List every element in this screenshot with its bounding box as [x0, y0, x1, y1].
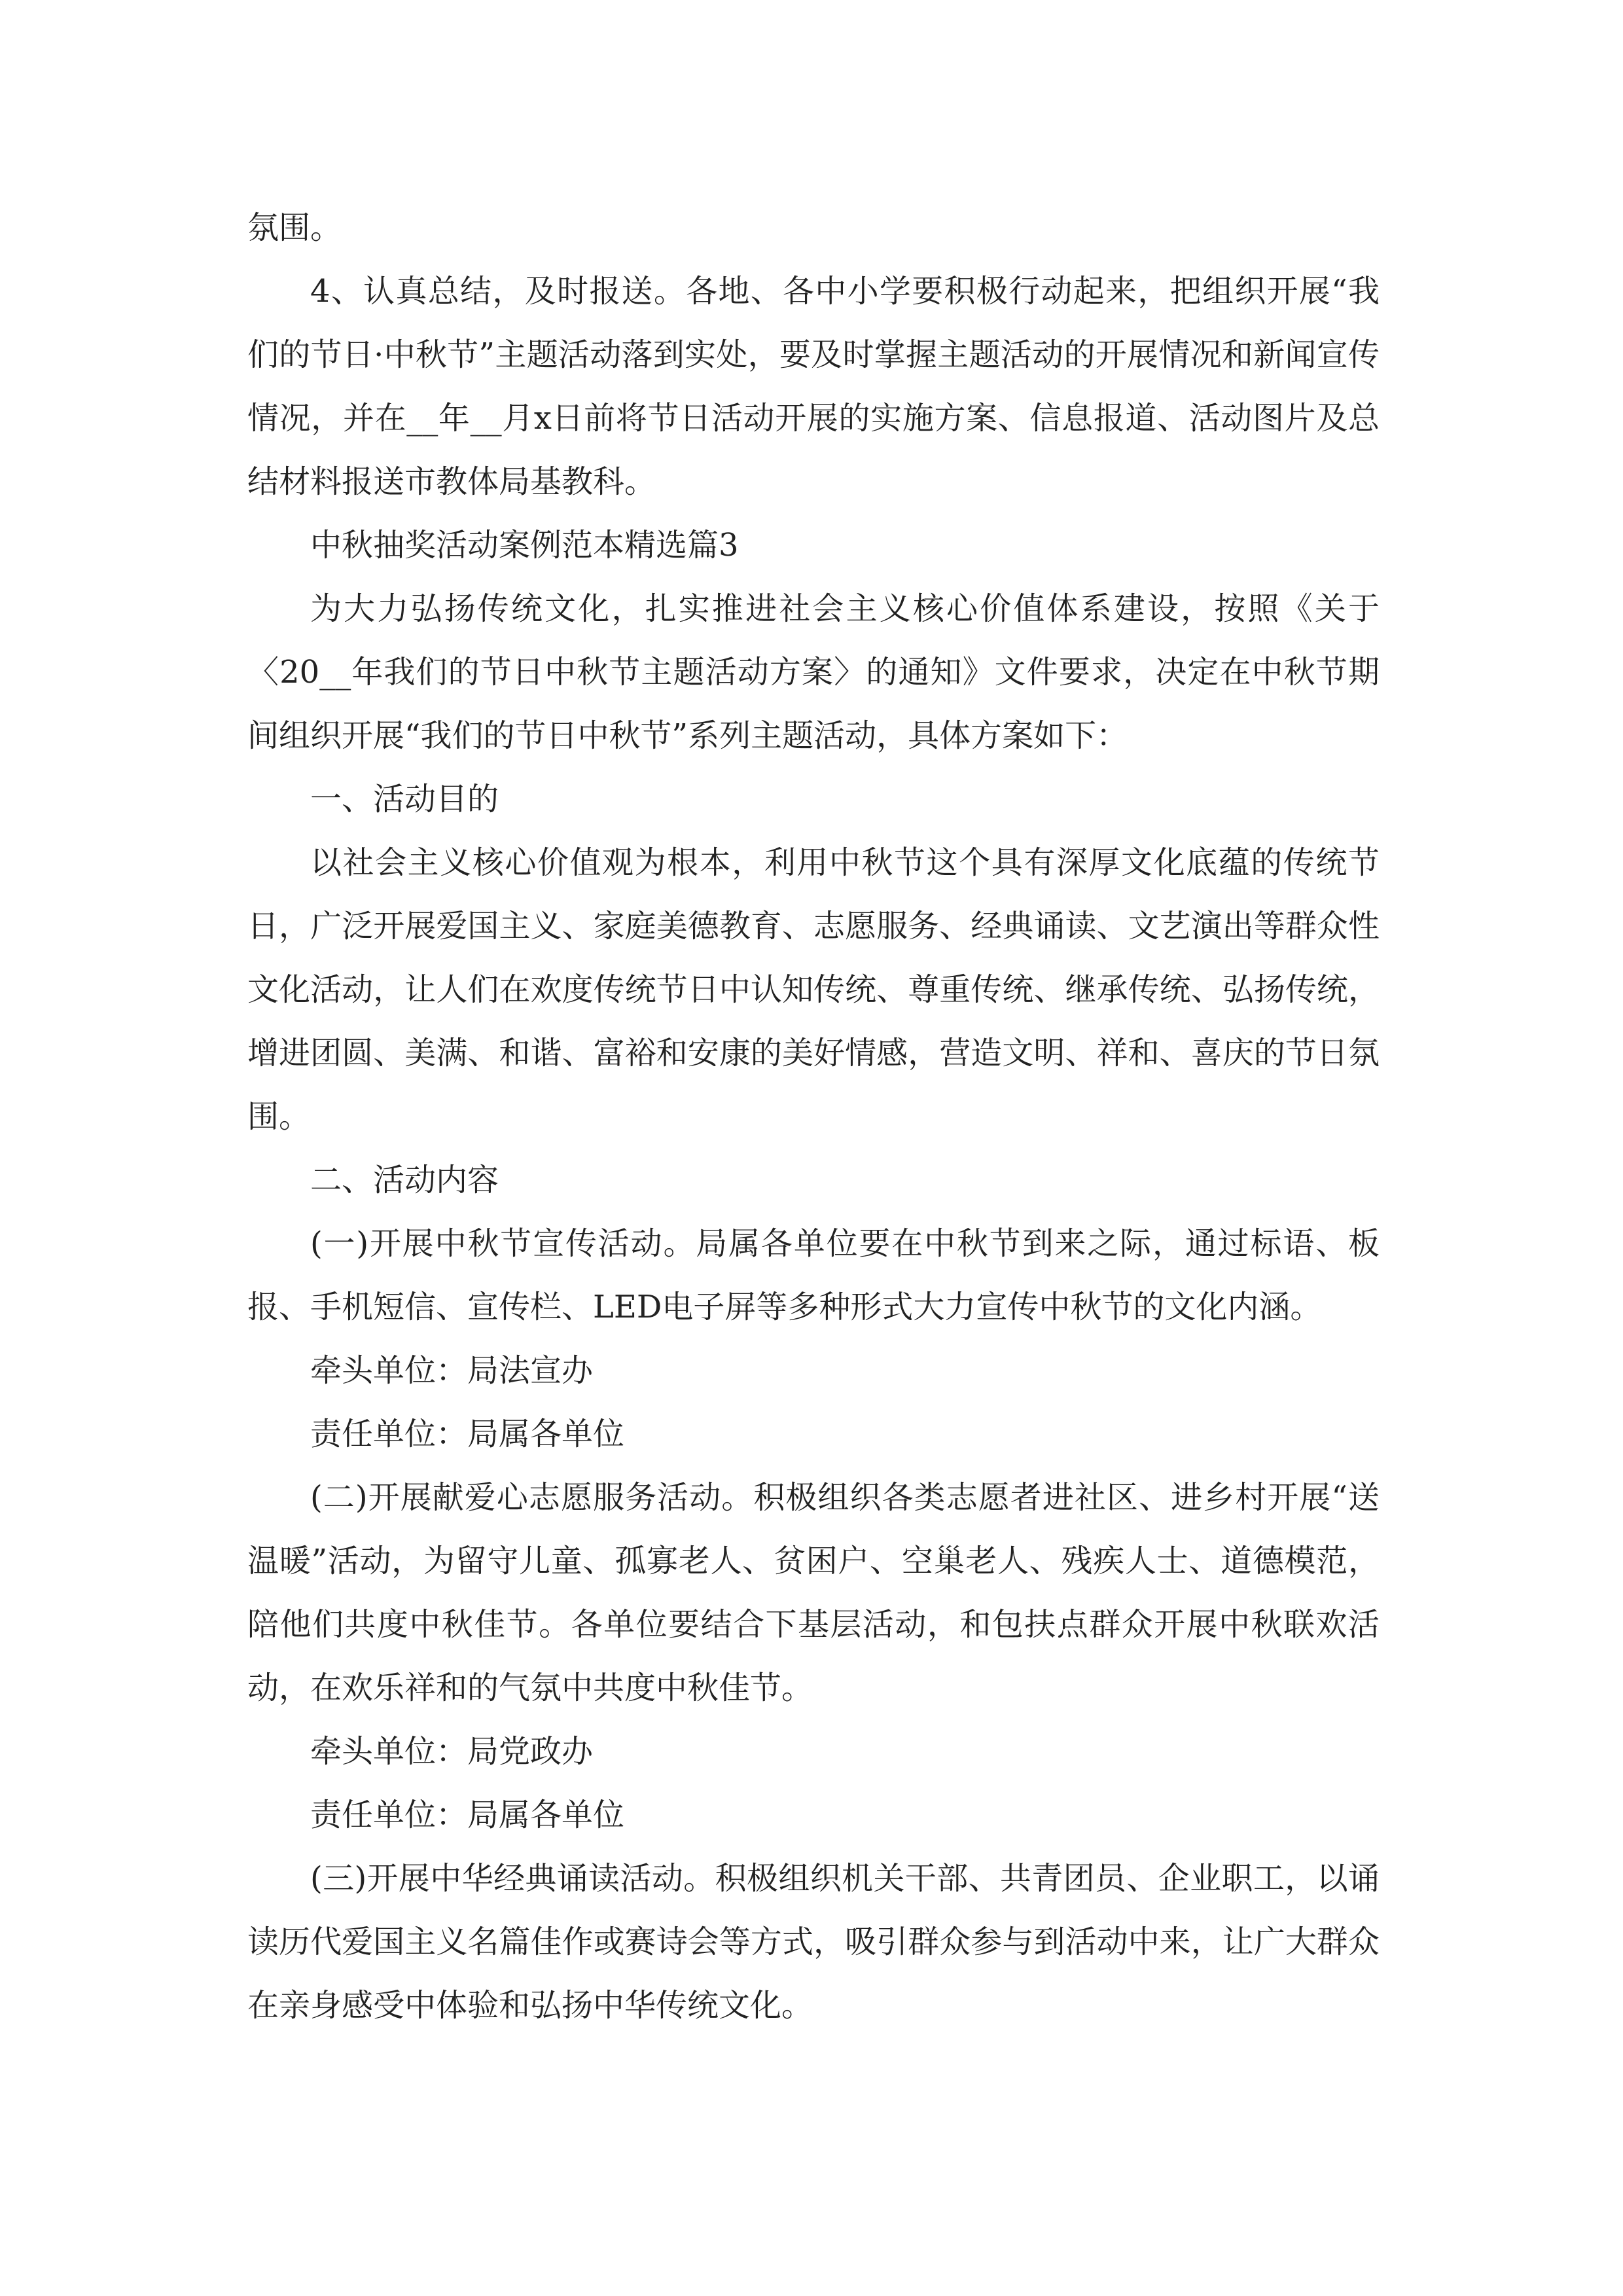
responsible-unit-2: 责任单位：局属各单位: [310, 1797, 625, 1833]
document-body: [247, 196, 1380, 2037]
heading-activity-purpose: 一、活动目的: [310, 781, 499, 817]
paragraph-summary-report: 4、认真总结，及时报送。各地、各中小学要积极行动起来，把组织开展“我们的节日·中秋节”主题活动落到实处，要及时掌握主题活动的开展情况和新闻宣传情况，并在__年__月x日前将节日活动开展的实施方案、信息报道、活动图片及总结材料报送市教体局基教科。: [247, 273, 1380, 500]
section-title: 中秋抽奖活动案例范本精选篇3: [310, 527, 739, 564]
lead-unit-1: 牵头单位：局法宣办: [310, 1352, 594, 1389]
paragraph-classics-reading: (三)开展中华经典诵读活动。积极组织机关干部、共青团员、企业职工，以诵读历代爱国主义名篇佳作或赛诗会等方式，吸引群众参与到活动中来，让广大群众在亲身感受中体验和弘扬中华传统文化。: [247, 1860, 1380, 2024]
paragraph-activity-purpose: 以社会主义核心价值观为根本，利用中秋节这个具有深厚文化底蕴的传统节日，广泛开展爱国主义、家庭美德教育、志愿服务、经典诵读、文艺演出等群众性文化活动，让人们在欢度传统节日中认知传统、尊重传统、继承传统、弘扬传统，增进团圆、美满、和谐、富裕和安康的美好情感，营造文明、祥和、喜庆的节日氛围。: [247, 844, 1380, 1135]
lead-unit-2: 牵头单位：局党政办: [310, 1733, 594, 1770]
responsible-unit-1: 责任单位：局属各单位: [310, 1416, 625, 1452]
paragraph-volunteer-activity: (二)开展献爱心志愿服务活动。积极组织各类志愿者进社区、进乡村开展“送温暖”活动，为留守儿童、孤寡老人、贫困户、空巢老人、残疾人士、道德模范，陪他们共度中秋佳节。各单位要结合下基层活动，和包扶点群众开展中秋联欢活动，在欢乐祥和的气氛中共度中秋佳节。: [247, 1479, 1380, 1706]
paragraph-continuation: 氛围。: [247, 209, 342, 246]
heading-activity-content: 二、活动内容: [310, 1162, 499, 1198]
paragraph-intro: 为大力弘扬传统文化，扎实推进社会主义核心价值体系建设，按照《关于〈20__年我们的节日中秋节主题活动方案〉的通知》文件要求，决定在中秋节期间组织开展“我们的节日中秋节”系列主题活动，具体方案如下：: [247, 590, 1380, 754]
paragraph-publicity-activity: (一)开展中秋节宣传活动。局属各单位要在中秋节到来之际，通过标语、板报、手机短信、宣传栏、LED电子屏等多种形式大力宣传中秋节的文化内涵。: [247, 1225, 1380, 1325]
